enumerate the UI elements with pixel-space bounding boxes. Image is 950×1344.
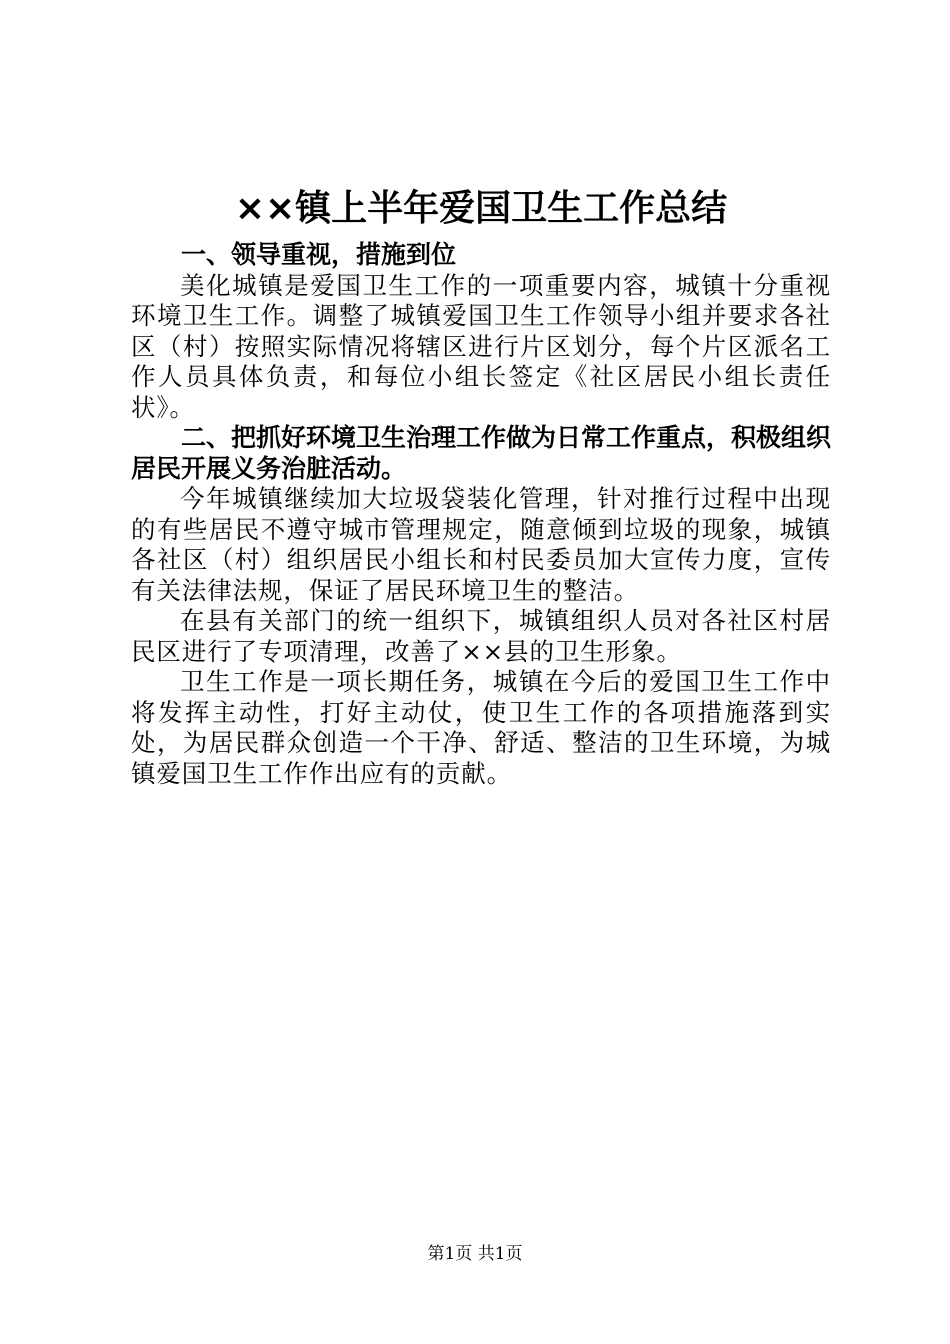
document-title: ××镇上半年爱国卫生工作总结 (234, 188, 728, 229)
section-2-paragraph-1: 今年城镇继续加大垃圾袋装化管理，针对推行过程中出现的有些居民不遵守城市管理规定，随意倾到垃圾的现象，城镇各社区（村）组织居民小组长和村民委员加大宣传力度，宣传有关法律法规，保证了居民环境卫生的整洁。 (131, 484, 831, 605)
page-footer: 第1页 共1页 (427, 1244, 523, 1264)
section-heading-2: 二、把抓好环境卫生治理工作做为日常工作重点，积极组织居民开展义务治脏活动。 (131, 423, 832, 483)
section-1-paragraph-1: 美化城镇是爱国卫生工作的一项重要内容，城镇十分重视环境卫生工作。调整了城镇爱国卫生工作领导小组并要求各社区（村）按照实际情况将辖区进行片区划分，每个片区派名工作人员具体负责，和每位小组长签定《社区居民小组长责任状》。 (131, 270, 831, 422)
section-2-paragraph-2: 在县有关部门的统一组织下，城镇组织人员对各社区村居民区进行了专项清理，改善了××县的卫生形象。 (131, 606, 831, 666)
section-heading-1: 一、领导重视，措施到位 (181, 240, 457, 269)
section-2-paragraph-3: 卫生工作是一项长期任务，城镇在今后的爱国卫生工作中将发挥主动性，打好主动仗，使卫生工作的各项措施落到实处，为居民群众创造一个干净、舒适、整洁的卫生环境，为城镇爱国卫生工作作出应有的贡献。 (131, 667, 831, 788)
document-body (131, 178, 831, 789)
